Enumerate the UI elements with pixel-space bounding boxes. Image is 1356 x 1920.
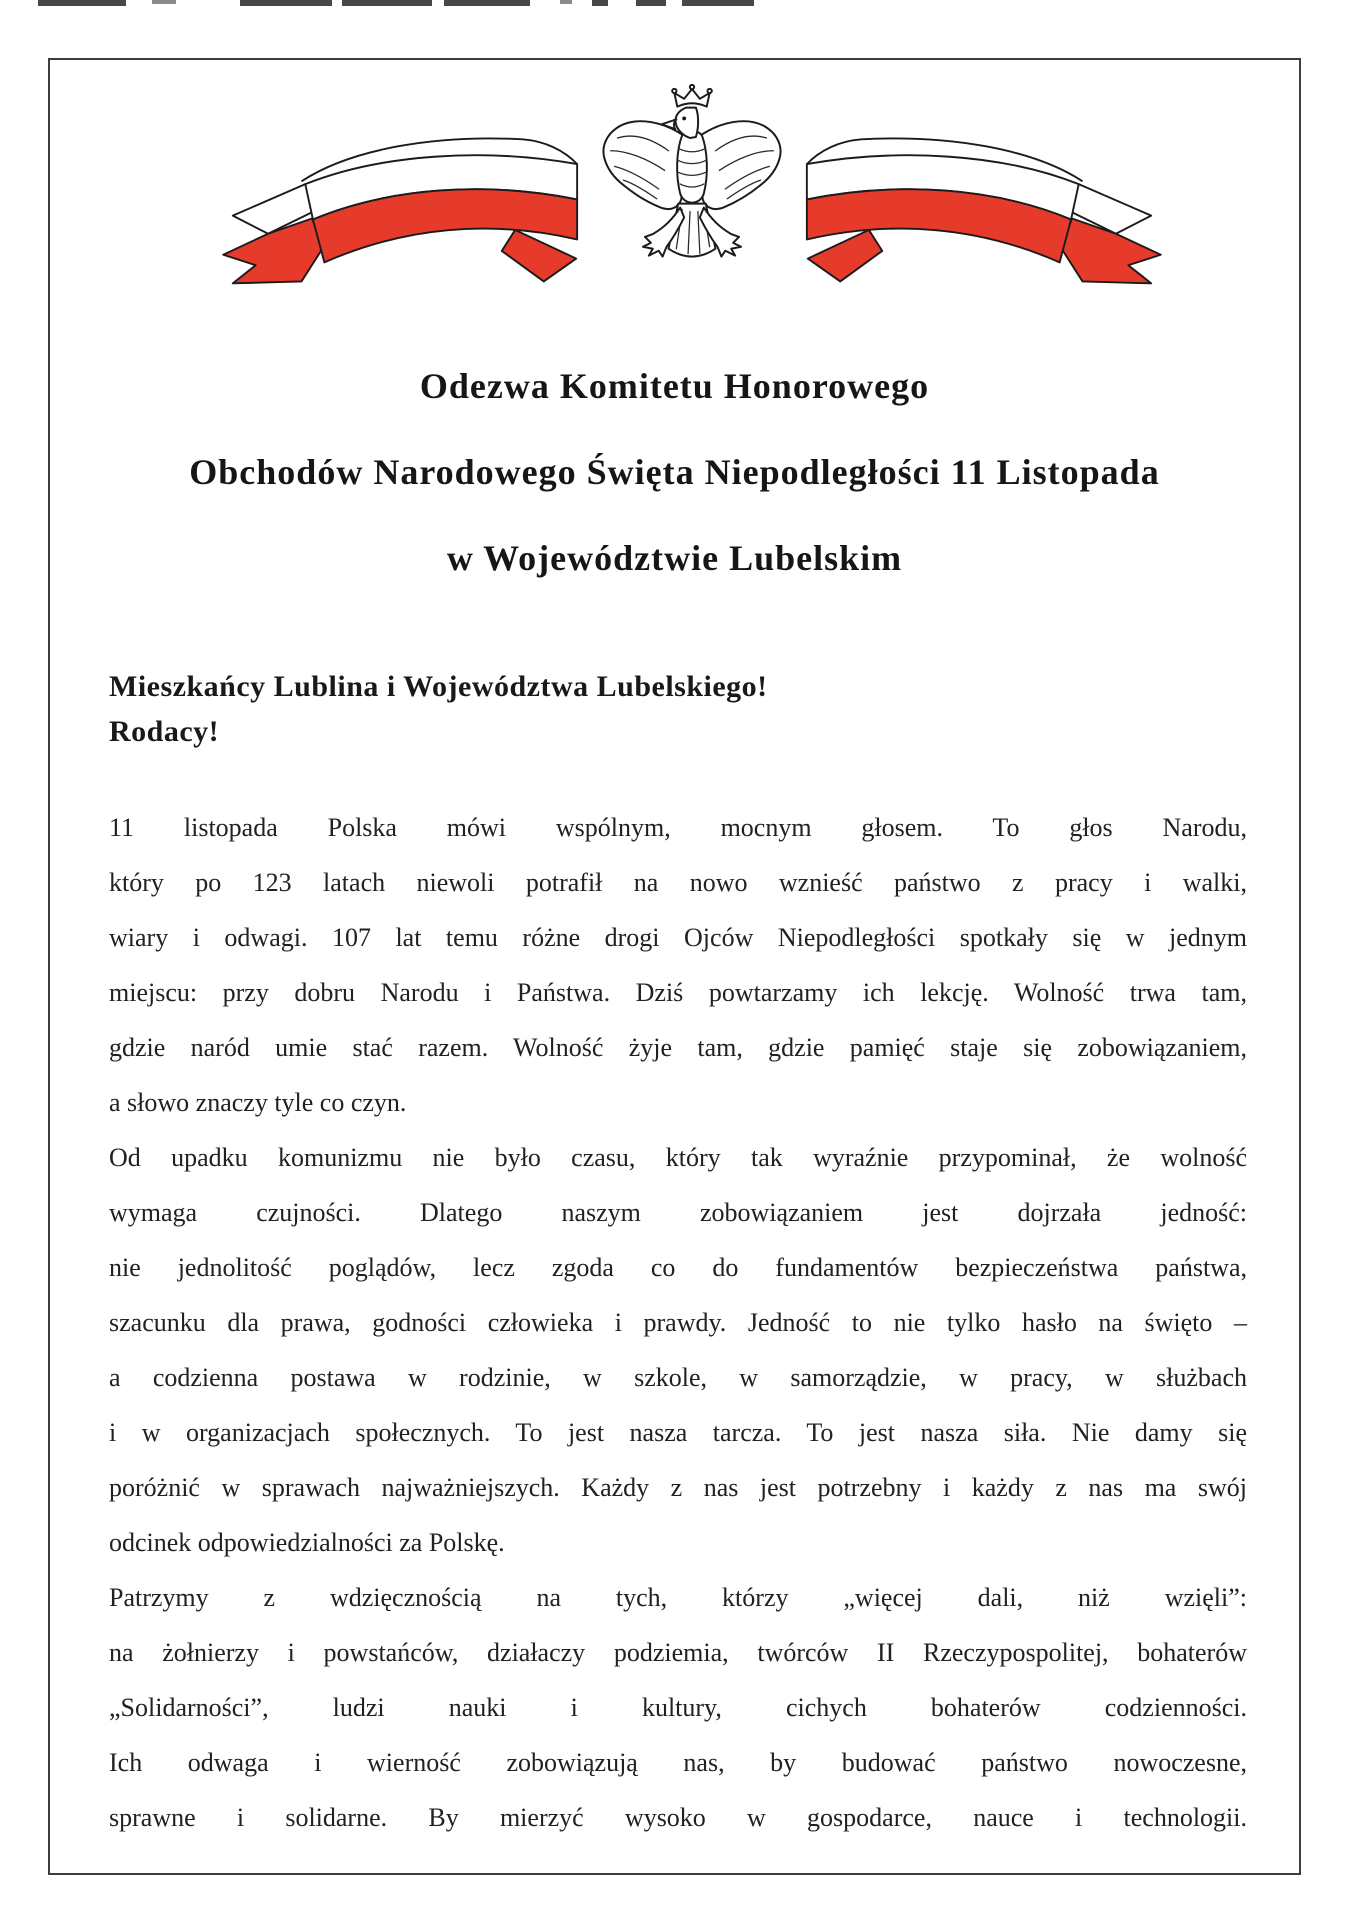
salutation-line: Mieszkańcy Lublina i Województwa Lubelskiego! [109,670,768,703]
body-line: wymaga czujności. Dlatego naszym zobowiązaniem jest dojrzała jedność: [109,1198,1247,1227]
body-line: wiary i odwagi. 107 lat temu różne drogi Ojców Niepodległości spotkały się w jednym [109,923,1247,952]
scan-dash [560,0,572,4]
document-body [109,800,1247,1845]
title-line: w Województwie Lubelskim [446,538,903,578]
scan-dash [682,0,754,6]
page-frame [48,58,1301,1875]
title-line: Odezwa Komitetu Honorowego [419,366,930,406]
body-line: nie jednolitość poglądów, lecz zgoda co do fundamentów bezpieczeństwa państwa, [109,1253,1247,1282]
body-line: a słowo znaczy tyle co czyn. [109,1088,407,1117]
body-paragraph [109,1130,1247,1570]
document-title [50,343,1299,601]
left-flag-ribbon-icon [208,124,580,292]
body-line: Patrzymy z wdzięcznością na tych, którzy „więcej dali, niż wzięli”: [109,1583,1247,1612]
body-line: gdzie naród umie stać razem. Wolność żyje tam, gdzie pamięć staje się zobowiązaniem, [109,1033,1247,1062]
body-line: szacunku dla prawa, godności człowieka i prawdy. Jedność to nie tylko hasło na święto – [109,1308,1247,1337]
scan-dash [38,0,126,6]
body-line: odcinek odpowiedzialności za Polskę. [109,1528,505,1557]
body-line: Ich odwaga i wierność zobowiązują nas, by budować państwo nowoczesne, [109,1748,1247,1777]
scan-artifact-dashes [0,0,1356,12]
scan-dash [444,0,530,6]
title-line: Obchodów Narodowego Święta Niepodległości 11 Listopada [189,452,1160,492]
salutation-line: Rodacy! [109,715,220,748]
scan-dash [636,0,666,6]
scan-dash [342,0,432,6]
body-line: na żołnierzy i powstańców, działaczy podziemia, twórców II Rzeczypospolitej, bohaterów [109,1638,1247,1667]
body-line: sprawne i solidarne. By mierzyć wysoko w gospodarce, nauce i technologii. [109,1803,1247,1832]
polish-eagle-icon [594,84,790,290]
body-line: miejscu: przy dobru Narodu i Państwa. Dziś powtarzamy ich lekcję. Wolność trwa tam, [109,978,1247,1007]
scan-dash [152,0,176,4]
body-paragraph [109,1570,1247,1845]
body-paragraph [109,800,1247,1130]
body-line: a codzienna postawa w rodzinie, w szkole, w samorządzie, w pracy, w służbach [109,1363,1247,1392]
body-line: Od upadku komunizmu nie było czasu, który tak wyraźnie przypominał, że wolność [109,1143,1247,1172]
body-line: i w organizacjach społecznych. To jest nasza tarcza. To jest nasza siła. Nie damy się [109,1418,1247,1447]
body-line: który po 123 latach niewoli potrafił na nowo wznieść państwo z pracy i walki, [109,868,1247,897]
right-flag-ribbon-icon [804,124,1176,292]
scan-dash [592,0,608,6]
salutation [109,664,768,754]
polish-national-emblem [50,84,1299,292]
body-line: „Solidarności”, ludzi nauki i kultury, cichych bohaterów codzienności. [109,1693,1247,1722]
scan-dash [240,0,332,6]
body-line: poróżnić w sprawach najważniejszych. Każdy z nas jest potrzebny i każdy z nas ma swój [109,1473,1247,1502]
body-line: 11 listopada Polska mówi wspólnym, mocnym głosem. To głos Narodu, [109,813,1247,842]
